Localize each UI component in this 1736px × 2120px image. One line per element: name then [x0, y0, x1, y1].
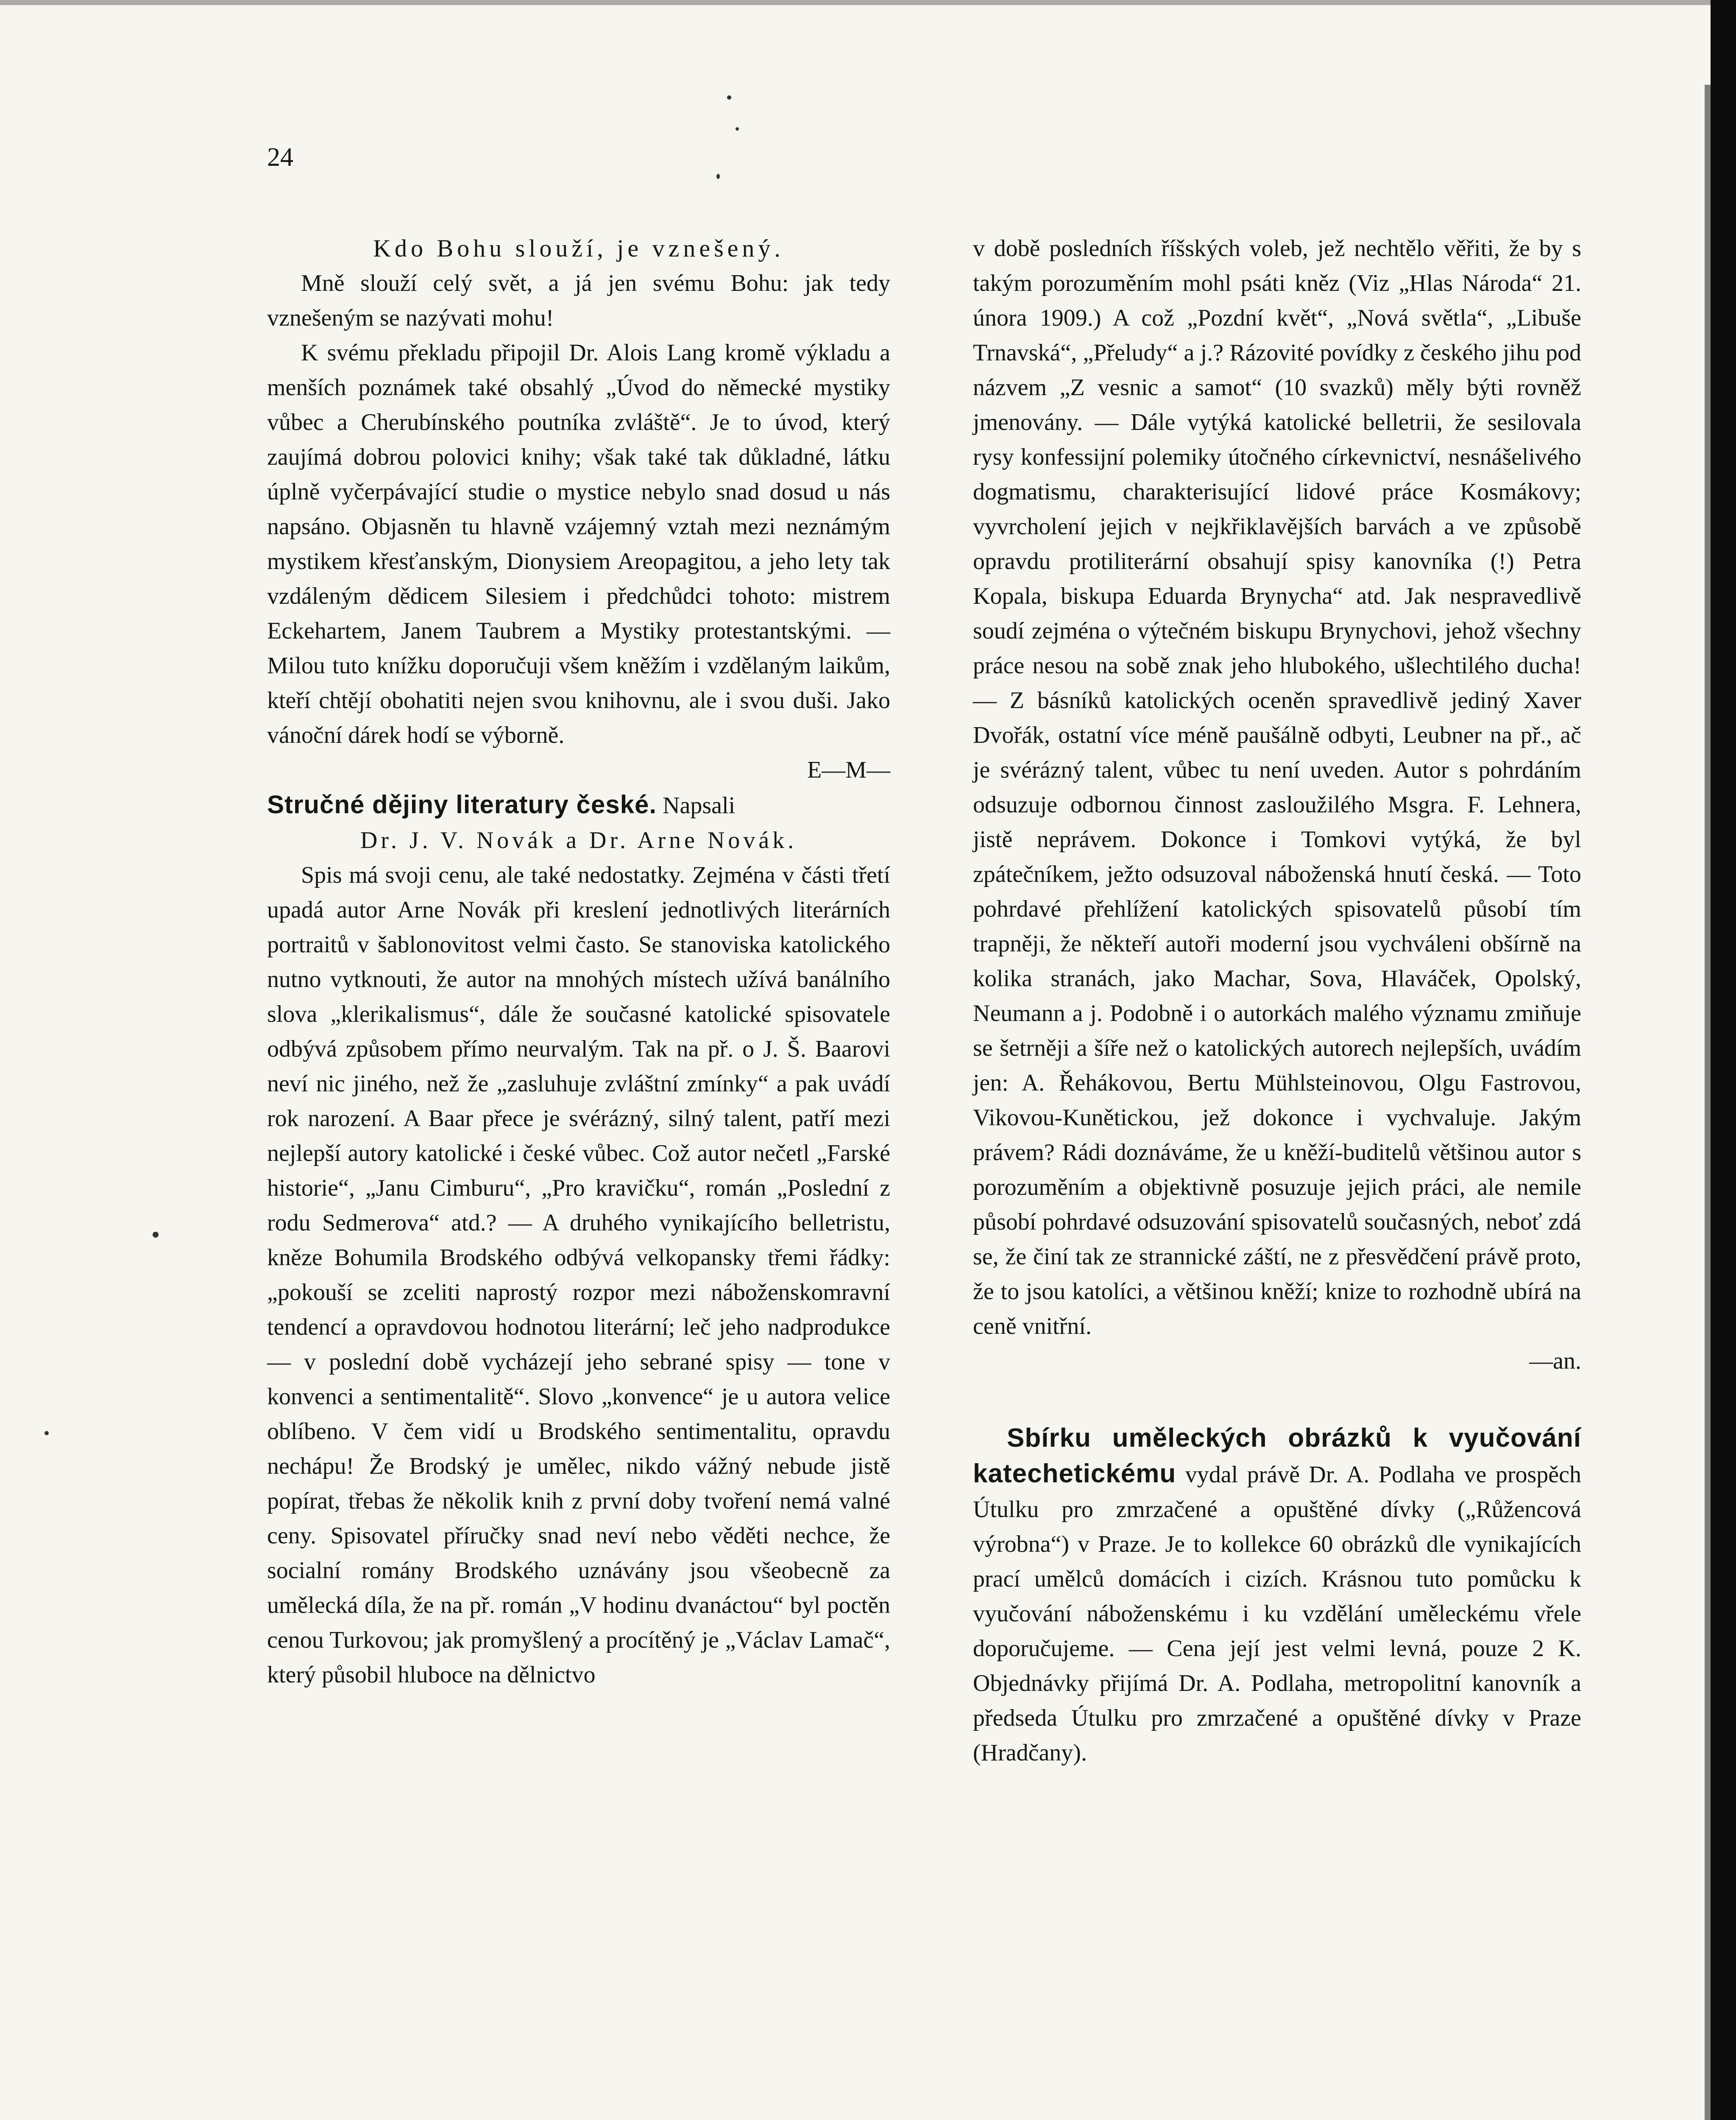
speck — [45, 1431, 49, 1435]
motto-title: Kdo Bohu slouží, je vznešený. — [373, 234, 784, 262]
review2-authors: Dr. J. V. Novák a Dr. Arne Novák. — [360, 827, 797, 854]
speck — [153, 1232, 159, 1238]
review2-written: Napsali — [663, 792, 736, 819]
scan-right-edge — [1711, 0, 1736, 2120]
review2-continued: v době posledních říšských voleb, jež nechtělo věřiti, že by s takým porozuměním mohl psáti kněz (Viz „Hlas Národa“ 21. února 1909.) A což „Pozdní květ“, „Nová světla“, „Libuše Trnavská“, „Přeludy“ a j.? Rázovité povídky z českého jihu pod názvem „Z vesnic a samot“ (10 svazků) měly býti rovněž jmenovány. — Dále vytýká katolické belletrii, že sesilovala rysy konfessijní polemiky útočného církevnictví, nesnášelivého dogmatismu, charakterisující lidové práce Kosmákovy; vyvrcholení jejich v nejkřiklavějších barvách a ve způsobě opravdu protiliterární obsahují spisy kanovníka (!) Petra Kopala, biskupa Eduarda Brynycha“ atd. Jak nespravedlivě soudí zejména o výtečném biskupu Brynychovi, jehož všechny práce nesou na sobě znak jeho hlubokého, ušlechtilého ducha! — Z básníků katolických oceněn spravedlivě jediný Xaver Dvořák, ostatní více méně paušálně odbyti, Leubner na př., ač je svérázný talent, vůbec tu není uveden. Autor s pohrdáním odsuzuje odbornou činnost zasloužilého Msgra. F. Lehnera, jistě neprávem. Dokonce i Tomkovi vytýká, že byl zpátečníkem, ježto odsuzoval náboženská hnutí česká. — Toto pohrdavé přehlížení katolických spisovatelů působí tím trapněji, že někteří autoři moderní jsou vychváleni obšírně na kolika stranách, jako Machar, Sova, Hlaváček, Opolský, Neumann a j. Podobně i o autorkách malého významu zmiňuje se šetrněji a šíře než o katolických autorech nejlepších, uvádím jen: A. Řehákovou, Bertu Mühlsteinovou, Olgu Fastrovou, Vikovou-Kunětickou, jež dokonce i vychvaluje. Jakým právem? Rádi doznáváme, že u kněží-buditelů většinou autor s porozuměním a objektivně posuzuje jejich práci, ale nemile působí pohrdavé odsuzování spisovatelů současných, neboť zdá se, že činí tak ze strannické záští, ne z přesvědčení právě proto, že to jsou katolíci, a většinou kněží; knize to rozhodně ubírá na ceně vnitřní. — [973, 235, 1581, 1339]
right-column — [973, 231, 1581, 1770]
section-gap — [973, 1378, 1581, 1421]
notice-paragraph — [973, 1421, 1581, 1770]
review2-signature: —an. — [1529, 1348, 1581, 1374]
scan-top-shadow — [0, 0, 1736, 5]
speck — [716, 174, 720, 179]
notice-text: vydal právě Dr. A. Podlaha ve prospěch Útulku pro zmrzačené a opuštěné dívky („Růžencová výrobna“) v Praze. Je to kollekce 60 obrázků dle vynikajících prací umělců domácích i cizích. Krásnou tuto pomůcku k vyučování náboženskému i ku vzdělání uměleckému vřele doporučujeme. — Cena její jest velmi levná, pouze 2 K. Objednávky přijímá Dr. A. Podlaha, metropolitní kanovník a předseda Útulku pro zmrzačené a opuštěné dívky v Praze (Hradčany). — [973, 1462, 1582, 1766]
review1-text: K svému překladu připojil Dr. Alois Lang kromě výkladu a menších poznámek také obsahlý „Úvod do německé mystiky vůbec a Cherubínského poutníka zvláště“. Je to úvod, který zaujímá dobrou polovici knihy; však také tak důkladné, látku úplně vyčerpávající studie o mystice nebylo snad dosud u nás napsáno. Objasněn tu hlavně vzájemný vztah mezi neznámým mystikem křesťanským, Dionysiem Areopagitou, a jeho lety tak vzdáleným dědicem Silesiem i předchůdci tohoto: mistrem Eckehartem, Janem Taubrem a Mystiky protestantskými. — Milou tuto knížku doporučuji všem kněžím i vzdělaným laikům, kteří chtějí obohatiti nejen svou knihovnu, ale i svou duši. Jako vánoční dárek hodí se výborně. — [267, 340, 890, 748]
motto-text: Mně slouží celý svět, a já jen svému Bohu: jak tedy vznešeným se nazývati mohu! — [267, 270, 890, 331]
speck — [727, 95, 731, 100]
speck — [736, 127, 739, 131]
scan-binding-shadow — [1705, 85, 1711, 2120]
notice-lead: Sbírku uměleckých obrázků k vyučování katechetickému — [973, 1423, 1581, 1488]
review2-text: Spis má svoji cenu, ale také nedostatky. Zejména v části třetí upadá autor Arne Novák při kreslení jednotlivých literárních portraitů v šablonovitost velmi často. Se stanoviska katolického nutno vytknouti, že autor na mnohých místech užívá banálního slova „klerikalismus“, dále že současné katolické spisovatele odbývá způsobem přímo neurvalým. Tak na př. o J. Š. Baarovi neví nic jiného, než že „zasluhuje zvláštní zmínky“ a pak uvádí rok narození. A Baar přece je svérázný, silný talent, patří mezi nejlepší autory katolické i české vůbec. Což autor nečetl „Farské historie“, „Janu Cimburu“, „Pro kravičku“, román „Poslední z rodu Sedmerova“ atd.? — A druhého vynikajícího belletristu, kněze Bohumila Brodského odbývá velkopansky třemi řádky: „pokouší se zceliti naprostý rozpor mezi náboženskomravní tendencí a opravdovou hodnotou literární; leč jeho nadprodukce — v poslední době vycházejí jeho sebrané spisy — tone v konvenci a sentimentalitě“. Slovo „konvence“ je u autora velice oblíbeno. V čem vidí u Brodského sentimentalitu, opravdu nechápu! Že Brodský je umělec, nikdo vážný nebude jistě popírat, třebas že několik knih z první doby tvoření nemá valné ceny. Spisovatel příručky snad neví nebo věděti nechce, že socialní romány Brodského uznávány jsou všeobecně za umělecká díla, že na př. román „V hodinu dvanáctou“ byl poctěn cenou Turkovou; jak promyšlený a procítěný je „Václav Lamač“, který působil hluboce na dělnictvo — [267, 862, 890, 1688]
page-number: 24 — [267, 143, 293, 172]
review2-title-line — [267, 787, 890, 823]
review2-heading: Stručné dějiny literatury české. — [267, 790, 657, 819]
review1-signature: E—M— — [807, 757, 890, 783]
left-column — [267, 231, 890, 1692]
